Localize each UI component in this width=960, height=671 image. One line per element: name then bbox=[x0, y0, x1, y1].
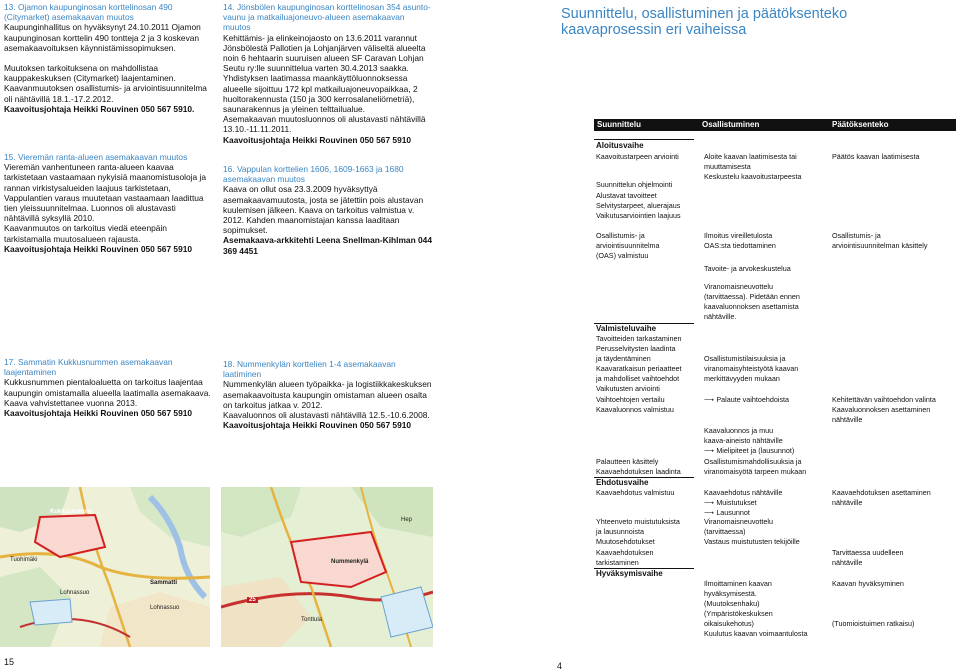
cell: Kaavaluonnos valmistuu bbox=[596, 405, 674, 414]
cell: Osallistumis- ja bbox=[596, 231, 645, 240]
right-page bbox=[480, 0, 960, 671]
map-label-hep: Hep bbox=[401, 517, 413, 523]
section-16-paragraph: Kaava on ollut osa 23.3.2009 hyväksyttyä asemakaavamuutosta, josta se jätettiin pois alustavan kuulemisen jälkeen. Kaava on tarkoitus valmistua v. 2012. Kahden maanomistajan kanssa laaditaan sopimukset. bbox=[223, 184, 424, 236]
cell: Kaavaehdotus valmistuu bbox=[596, 488, 675, 497]
cell: Yhteenveto muistutuksista bbox=[596, 517, 680, 526]
arrow-icon: ⟶ bbox=[704, 395, 715, 404]
section-16-contact: Asemakaava-arkkitehti Leena Snellman-Kihlman 044 369 4451 bbox=[223, 235, 433, 256]
map-label-lohnassuo: Lohnassuo bbox=[60, 590, 90, 596]
cell: kaava-aineisto nähtäville bbox=[704, 436, 783, 445]
cell: Muutosehdotukset bbox=[596, 537, 655, 546]
cell-text: Palaute vaihtoehdoista bbox=[716, 395, 790, 404]
page-number-right: 4 bbox=[557, 661, 563, 671]
cell: (tarvittaessa). Pidetään ennen bbox=[704, 292, 800, 301]
section-15-paragraph: Vieremän vanhentuneen ranta-alueen kaavaa tarkistetaan vastaamaan nykyisiä maanomistusoloja ja rannan virkistysalueiden laajuus tarkistetaan, Vappulantien varaus muutetaan vastaamaan laadittua tien yleissuunnitelmaa. Luonnos oli alustavasti nähtävillä syksyllä 2010. bbox=[4, 162, 207, 224]
table-header bbox=[594, 119, 956, 131]
cell: merkittävyyden mukaan bbox=[704, 374, 780, 383]
section-13-paragraph: Muutoksen tarkoituksena on mahdollistaa kauppakeskuksen (Citymarket) laajentaminen. bbox=[4, 63, 176, 84]
section-15-title: 15. Vieremän ranta-alueen asemakaavan muutos bbox=[4, 152, 188, 162]
cell: nähtäville. bbox=[704, 312, 737, 321]
section-17 bbox=[4, 357, 212, 418]
cell: muuttamisesta bbox=[704, 162, 751, 171]
map-label-nummenkyla: Nummenkylä bbox=[331, 559, 369, 565]
cell: Alustavat tavoitteet bbox=[596, 191, 657, 200]
cell: (Tuomioistuimen ratkaisu) bbox=[832, 619, 915, 628]
cell: Kaavoitustarpeen arviointi bbox=[596, 152, 679, 161]
cell bbox=[704, 508, 750, 517]
phase-hyvaksymisvaihe: Hyväksymisvaihe bbox=[596, 569, 663, 578]
cell: Osallistumistilaisuuksia ja bbox=[704, 354, 786, 363]
section-16 bbox=[223, 164, 433, 256]
map-nummenkyla-graphic bbox=[221, 487, 433, 647]
section-17-title: 17. Sammatin Kukkusnummen asemakaavan laajentaminen bbox=[4, 357, 173, 378]
page-number-left: 15 bbox=[4, 657, 15, 667]
cell: nähtäville bbox=[832, 558, 863, 567]
cell: Osallistumismahdollisuuksia ja bbox=[704, 457, 802, 466]
section-17-paragraph: Kukkusnummen pientaloaluetta on tarkoitus laajentaa kaupungin omistamalla alueella laatimalla asemakaava. Kaava vahvistettanee vuonna 2013. bbox=[4, 377, 211, 408]
cell: Kaavaehdotuksen laadinta bbox=[596, 467, 681, 476]
map-label-lohnassuo-2: Lohnassuo bbox=[150, 605, 180, 611]
cell: Päätös kaavan laatimisesta bbox=[832, 152, 920, 161]
cell: OAS:sta tiedottaminen bbox=[704, 241, 776, 250]
cell: tarkistaminen bbox=[596, 558, 639, 567]
cell: Kaavaehdotuksen asettaminen bbox=[832, 488, 931, 497]
cell bbox=[704, 395, 789, 404]
cell: (OAS) valmistuu bbox=[596, 251, 649, 260]
cell: ja lausunnoista bbox=[596, 527, 644, 536]
cell: ja mahdolliset vaihtoehdot bbox=[596, 374, 680, 383]
header-osallistuminen: Osallistuminen bbox=[702, 120, 760, 129]
section-15-contact: Kaavoitusjohtaja Heikki Rouvinen 050 567 5910 bbox=[4, 243, 193, 254]
section-14-paragraph: Asemakaavan muutosluonnos oli alustavasti nähtävillä 13.10.-11.11.2011. bbox=[223, 114, 426, 135]
cell: oikaisukehotus) bbox=[704, 619, 754, 628]
cell: Tarvittaessa uudelleen bbox=[832, 548, 904, 557]
cell: Vastaus muistutusten tekijöille bbox=[704, 537, 800, 546]
cell: Kaavaehdotus nähtäville bbox=[704, 488, 783, 497]
cell bbox=[704, 446, 794, 455]
section-14-paragraph: Yhdistyksen laatimassa maankäyttöluonnoksessa alueelle sijoittuu 172 kpl matkailuajoneuvopaikkaa, 2 huoltorakennusta (150 ja 300 kerrosalaneliömetriä), saunarakennus ja yleinen telttailualue. bbox=[223, 73, 418, 115]
cell: kaavaluonnoksen asettamista bbox=[704, 302, 799, 311]
cell: arviointisuunnitelma bbox=[596, 241, 660, 250]
arrow-icon: ⟶ bbox=[704, 446, 715, 455]
cell: Perusselvitysten laadinta bbox=[596, 344, 676, 353]
cell: arviointisuunnitelman käsittely bbox=[832, 241, 928, 250]
arrow-icon: ⟶ bbox=[704, 508, 715, 517]
cell: (Muutoksenhaku) bbox=[704, 599, 760, 608]
cell: Vaikutusten arviointi bbox=[596, 384, 660, 393]
page-title: Suunnittelu, osallistuminen ja päätöksenteko kaavaprosessin eri vaiheissa bbox=[561, 6, 848, 38]
cell: Keskustelu kaavoitustarpeesta bbox=[704, 172, 802, 181]
cell: Osallistumis- ja bbox=[832, 231, 881, 240]
cell: Palautteen käsittely bbox=[596, 457, 659, 466]
cell: Viranomaisneuvottelu bbox=[704, 517, 773, 526]
cell: Viranomaisneuvottelu bbox=[704, 282, 773, 291]
section-18 bbox=[223, 359, 433, 430]
section-13-paragraph: Kaavanmuutoksen osallistumis- ja arviointisuunnitelma oli nähtävillä 18.1.-17.2.2012. bbox=[4, 83, 207, 104]
cell: Vaihtoehtojen vertailu bbox=[596, 395, 665, 404]
cell-text: Lausunnot bbox=[716, 508, 750, 517]
phase-ehdotusvaihe: Ehdotusvaihe bbox=[596, 478, 649, 487]
section-14-paragraph: Kehittämis- ja elinkeinojaosto on 13.6.2011 varannut Jönsbölestä Pallotien ja Lohjanjärven väliseltä alueelta noin 6 hehtaarin suuruisen alueen SF Caravan Lohjan Seutu ry:lle suunnittelua varten 30.4.2013 saakka. bbox=[223, 32, 426, 74]
section-13-contact: Kaavoitusjohtaja Heikki Rouvinen 050 567 5910. bbox=[4, 103, 195, 114]
phase-aloitusvaihe: Aloitusvaihe bbox=[596, 141, 644, 150]
section-13-paragraph: Kaupunginhallitus on hyväksynyt 24.10.2011 Ojamon kaupunginosan korttelin 490 tontteja 2 ja 3 koskevan asemakaavoituksen käynnistämissopimuksen. bbox=[4, 22, 201, 53]
cell-text: Mielipiteet ja (lausunnot) bbox=[716, 446, 795, 455]
map-road-25: 25 bbox=[249, 597, 256, 603]
phase-divider bbox=[594, 139, 694, 140]
map-kukkusnummi bbox=[0, 487, 210, 647]
cell: Tavoite- ja arvokeskustelua bbox=[704, 264, 791, 273]
section-18-paragraph: Kaavaluonnos oli alustavasti nähtävillä 12.5.-10.6.2008. bbox=[223, 410, 430, 421]
map-label-sammatti: Sammatti bbox=[150, 580, 178, 586]
cell: Kaavaluonnos ja muu bbox=[704, 426, 774, 435]
map-label-tonttula: Tonttula bbox=[301, 617, 323, 623]
cell: Suunnittelun ohjelmointi bbox=[596, 180, 673, 189]
section-13 bbox=[4, 2, 212, 114]
section-13-title: 13. Ojamon kaupunginosan korttelinosan 490 (Citymarket) asemakaavan muutos bbox=[4, 2, 173, 23]
cell: Aloite kaavan laatimisesta tai bbox=[704, 152, 797, 161]
section-18-title: 18. Nummenkylän korttelien 1-4 asemakaavan laatiminen bbox=[223, 359, 396, 380]
map-nummenkyla bbox=[221, 487, 433, 647]
cell: viranomaisyhteistyötä kaavan bbox=[704, 364, 799, 373]
section-18-paragraph: Nummenkylän alueen työpaikka- ja logistiikkakeskuksen asemakaavoitusta kaupungin omistaman alueen osalta on tarkoitus jatkaa v. 2012. bbox=[223, 379, 432, 410]
cell: Selvitystarpeet, aluerajaus bbox=[596, 201, 681, 210]
cell: Kehitettävän vaihtoehdon valinta bbox=[832, 395, 936, 404]
cell: ja täydentäminen bbox=[596, 354, 651, 363]
header-suunnittelu: Suunnittelu bbox=[597, 120, 641, 129]
cell: hyväksymisestä. bbox=[704, 589, 757, 598]
cell: nähtäville bbox=[832, 498, 863, 507]
cell: Kaavaluonnoksen asettaminen bbox=[832, 405, 931, 414]
phase-valmisteluvaihe: Valmisteluvaihe bbox=[596, 324, 657, 333]
header-paatoksenteko: Päätöksenteko bbox=[832, 120, 889, 129]
cell: Kaavan hyväksyminen bbox=[832, 579, 904, 588]
section-17-contact: Kaavoitusjohtaja Heikki Rouvinen 050 567 5910 bbox=[4, 408, 193, 419]
map-label-tuohimaki: Tuohimäki bbox=[10, 557, 38, 563]
arrow-icon: ⟶ bbox=[704, 498, 715, 507]
section-14-contact: Kaavoitusjohtaja Heikki Rouvinen 050 567 5910 bbox=[223, 134, 412, 145]
cell: Ilmoittaminen kaavan bbox=[704, 579, 772, 588]
section-14-title: 14. Jönsbölen kaupunginosan korttelinosan 354 asunto-vaunu ja matkailuajoneuvo-alueen asemakaavan muutos bbox=[223, 2, 431, 33]
cell: (Ympäristökeskuksen bbox=[704, 609, 773, 618]
section-16-title: 16. Vappulan korttelien 1606, 1609-1663 ja 1680 asemakaavan muutos bbox=[223, 164, 404, 185]
section-15-paragraph: Kaavanmuutos on tarkoitus viedä eteenpäin tarkistamalla muutosalueen rajausta. bbox=[4, 223, 167, 244]
cell: nähtäville bbox=[832, 415, 863, 424]
cell: Tavoitteiden tarkastaminen bbox=[596, 334, 682, 343]
cell: viranomaisyötä tarpeen mukaan bbox=[704, 467, 807, 476]
map-kukkusnummi-graphic bbox=[0, 487, 210, 647]
cell: Kuulutus kaavan voimaantulosta bbox=[704, 629, 808, 638]
cell bbox=[704, 498, 757, 507]
cell: Ilmoitus vireilletulosta bbox=[704, 231, 773, 240]
section-15 bbox=[4, 152, 212, 254]
section-18-contact: Kaavoitusjohtaja Heikki Rouvinen 050 567 5910 bbox=[223, 420, 412, 431]
cell-text: Muistutukset bbox=[716, 498, 757, 507]
cell: Vaikutusarviointien laajuus bbox=[596, 211, 681, 220]
cell: (tarvittaessa) bbox=[704, 527, 746, 536]
map-label-kukkusnummi: Kukkusnummi bbox=[50, 509, 92, 515]
section-14 bbox=[223, 2, 433, 145]
cell: Kaavaehdotuksen bbox=[596, 548, 654, 557]
cell: Kaavaratkaisun periaatteet bbox=[596, 364, 682, 373]
